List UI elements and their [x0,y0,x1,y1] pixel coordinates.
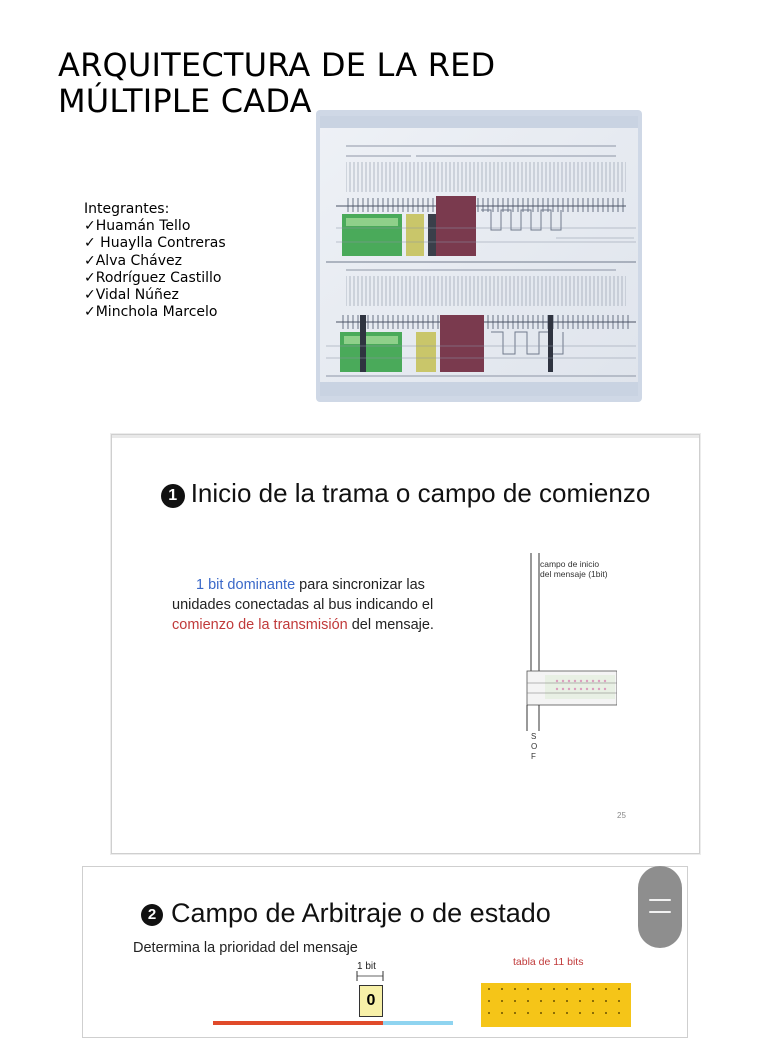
one-bit-arrow [351,971,391,981]
scroll-handle-line [649,899,671,901]
member-item: ✓Vidal Núñez [84,287,179,304]
page-title-line2: MÚLTIPLE CADA [58,82,312,121]
sof-letter-o: O [531,742,538,751]
sof-letter-f: F [531,752,536,761]
slide1-number-badge: 1 [161,484,185,508]
slide-start-of-frame [111,434,700,854]
slide1-page-number: 25 [617,811,626,820]
slide-top-divider [112,435,699,438]
frame-bar-red [213,1021,393,1025]
scroll-handle[interactable] [638,866,682,948]
page-title [58,47,578,119]
members-list [84,201,226,321]
bit-table [481,983,631,1027]
member-item: ✓Huamán Tello [84,218,191,235]
slide1-body-text1: para sincronizar las unidades conectadas al bus indicando el [172,577,434,613]
scroll-handle-line [649,911,671,913]
slide1-body-text2: del mensaje. [347,617,434,633]
frame-bar-blue [383,1021,453,1025]
one-bit-label: 1 bit [357,961,376,972]
bit-value-box: 0 [359,985,383,1017]
slide2-number-badge: 2 [141,904,163,926]
slide1-title [112,477,699,509]
bit-table-caption: tabla de 11 bits [513,956,584,968]
slide2-title [141,897,551,929]
member-item: ✓Minchola Marcelo [84,304,218,321]
page-title-line1: ARQUITECTURA DE LA RED [58,46,496,85]
member-item: ✓ Huaylla Contreras [84,235,226,252]
slide-arbitration-field [82,866,688,1038]
can-frame-photo [316,110,642,402]
member-item: ✓Rodríguez Castillo [84,269,222,286]
sof-diagram [517,553,617,763]
sof-figure-caption [540,559,608,579]
sof-letter-s: S [531,732,537,741]
slide1-highlight-dominant-bit: 1 bit dominante [196,577,296,593]
slide2-subtitle: Determina la prioridad del mensaje [133,940,358,956]
slide1-title-text: Inicio de la trama o campo de comienzo [190,478,651,508]
member-item: ✓Alva Chávez [84,252,182,269]
slide1-body [172,575,472,635]
slide2-title-text: Campo de Arbitraje o de estado [171,898,551,928]
sof-caption-line2: del mensaje (1bit) [540,569,608,579]
slide1-highlight-transmission: comienzo de la transmisión [172,617,348,633]
sof-caption-line1: campo de inicio [540,559,600,569]
members-heading: Integrantes: [84,201,170,217]
